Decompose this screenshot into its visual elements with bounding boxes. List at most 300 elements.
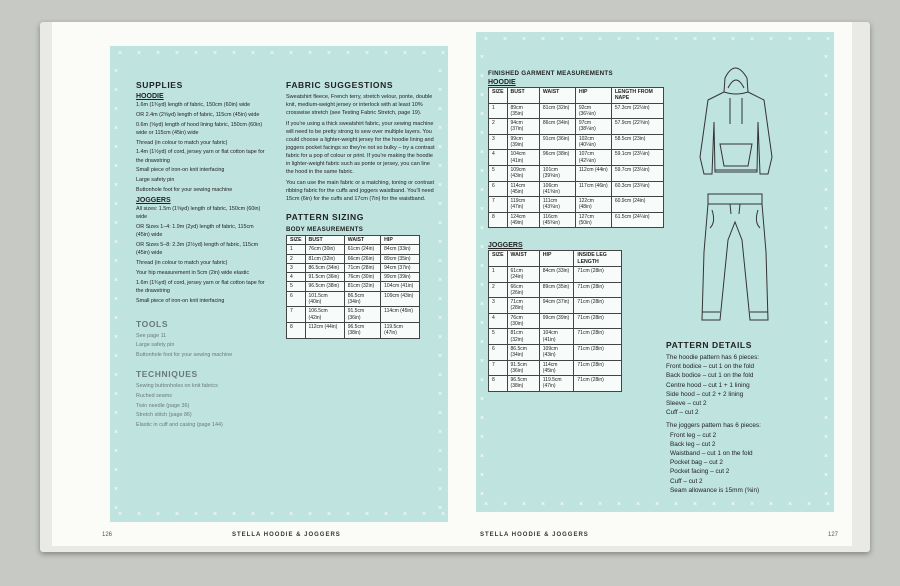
cross-decoration: ×: [114, 334, 119, 341]
table-cell: 116cm (45¾in): [539, 212, 575, 228]
cross-decoration: ×: [114, 505, 119, 512]
pattern-piece: Cuff – cut 2: [670, 477, 703, 485]
supply-item: Your hip measurement in 5cm (2in) wide elastic: [136, 269, 250, 276]
cross-decoration: ×: [114, 467, 119, 474]
finished-measurements-section: [488, 68, 668, 392]
cross-decoration: ×: [598, 36, 603, 43]
cross-decoration: ×: [655, 501, 660, 508]
pattern-details-heading: PATTERN DETAILS: [666, 340, 752, 350]
cross-decoration: ×: [522, 36, 527, 43]
cross-decoration: ×: [137, 50, 142, 57]
table-cell: 119.5cm (47in): [539, 376, 574, 392]
table-cell: 99cm (39in): [381, 273, 420, 282]
table-cell: 57.3cm (22½in): [611, 103, 663, 119]
techniques-list: [136, 382, 266, 429]
supply-item: 1.6m (1¾yd) of cord, jersey yarn or flat cotton tape for the drawstring: [136, 279, 265, 294]
cross-decoration: ×: [712, 501, 717, 508]
cross-decoration: ×: [114, 372, 119, 379]
table-cell: 71cm (28in): [574, 282, 622, 298]
table-cell: 109cm (43in): [507, 165, 539, 181]
cross-decoration: ×: [384, 50, 389, 57]
column-header: WAIST: [344, 236, 380, 245]
supply-item: 1.4m (1½yd) of cord, jersey yarn or flat cotton tape for the drawstring: [136, 149, 265, 164]
table-cell: 5: [489, 329, 508, 345]
cross-decoration: ×: [807, 36, 812, 43]
supply-item: Large safety pin: [136, 177, 175, 184]
cross-decoration: ×: [480, 225, 485, 232]
table-cell: 71cm (28in): [344, 263, 380, 272]
cross-decoration: ×: [750, 36, 755, 43]
cross-decoration: ×: [270, 511, 275, 518]
left-page: [52, 22, 461, 546]
cross-decoration: ×: [503, 501, 508, 508]
cross-decoration: ×: [213, 511, 218, 518]
cross-decoration: ×: [346, 50, 351, 57]
cross-decoration: ×: [824, 472, 829, 479]
pattern-piece: Centre hood – cut 1 + 1 lining: [666, 381, 750, 389]
table-header-row: [489, 88, 664, 104]
cross-decoration: ×: [693, 501, 698, 508]
tool-item: Large safety pin: [136, 342, 175, 349]
table-cell: 89cm (35in): [381, 254, 420, 263]
cross-decoration: ×: [251, 50, 256, 57]
tools-heading: TOOLS: [136, 318, 169, 329]
cross-decoration: ×: [114, 87, 119, 94]
table-row: [489, 119, 664, 135]
table-cell: 7: [489, 360, 508, 376]
cross-decoration: ×: [114, 201, 119, 208]
pattern-details-section: [666, 339, 829, 495]
table-cell: 4: [489, 150, 508, 166]
table-cell: 61.5cm (24¼in): [611, 212, 663, 228]
cross-decoration: ×: [731, 501, 736, 508]
pattern-piece: Pocket facing – cut 2: [670, 468, 730, 476]
cross-decoration: ×: [289, 50, 294, 57]
cross-decoration: ×: [114, 68, 119, 75]
cross-decoration: ×: [438, 429, 443, 436]
table-cell: 86.5cm (34in): [344, 291, 380, 307]
cross-decoration: ×: [826, 36, 831, 43]
table-cell: 114cm (45in): [539, 360, 574, 376]
cross-decoration: ×: [438, 87, 443, 94]
cross-decoration: ×: [480, 168, 485, 175]
cross-decoration: ×: [824, 244, 829, 251]
table-header-row: [489, 251, 622, 267]
cross-decoration: ×: [194, 50, 199, 57]
techniques-section: [136, 369, 266, 429]
technique-item: Sewing buttonholes on knit fabrics: [136, 382, 218, 389]
hoodie-supplies-heading: HOODIE: [136, 93, 164, 100]
cross-decoration: ×: [824, 320, 829, 327]
page-number: 127: [827, 532, 838, 538]
pattern-piece: Front bodice – cut 1 on the fold: [666, 363, 755, 371]
column-header: SIZE: [489, 88, 508, 104]
cross-decoration: ×: [480, 358, 485, 365]
cross-decoration: ×: [137, 511, 142, 518]
column-header: LENGTH FROM NAPE: [611, 88, 663, 104]
cross-decoration: ×: [114, 353, 119, 360]
fabric-paragraph: You can use the main fabric or a matching, toning or contrast ribbing fabric for the cuffs and joggers waistband. You'll need 15cm (6in) for the cuffs and 17cm (7in) for the waistband.: [286, 180, 435, 202]
cross-decoration: ×: [384, 511, 389, 518]
cross-decoration: ×: [480, 396, 485, 403]
cross-decoration: ×: [480, 73, 485, 80]
table-cell: 84cm (33in): [381, 245, 420, 254]
column-header: HIP: [575, 88, 611, 104]
cross-decoration: ×: [438, 220, 443, 227]
fabric-paragraph: If you're using a thick sweatshirt fabric, your sewing machine will need to be pretty strong to sew over multiple layers. You could choose a lighter-weight jersey for the hoodie lining and joggers pocket facings so they're not so bulky – try a contrast fabric for a pop of colour or print. If you're making the hoodie in lighter-weight fabric such as ponte or jersey, you can line the hood in the same fabric.: [286, 121, 435, 175]
table-cell: 96.5cm (38in): [507, 376, 539, 392]
table-cell: 127cm (50in): [575, 212, 611, 228]
cross-decoration: ×: [480, 206, 485, 213]
cross-decoration: ×: [438, 182, 443, 189]
table-cell: 1: [287, 245, 306, 254]
joggers-pieces-intro: The joggers pattern has 6 pieces:: [666, 422, 761, 430]
table-cell: 81cm (32in): [344, 282, 380, 291]
cross-decoration: ×: [114, 391, 119, 398]
cross-decoration: ×: [114, 486, 119, 493]
right-panel: [476, 32, 834, 512]
cross-decoration: ×: [636, 501, 641, 508]
cross-decoration: ×: [824, 358, 829, 365]
supply-item: All sizes: 1.5m (1⅝yd) length of fabric, 150cm (60in) wide: [136, 206, 261, 221]
cross-decoration: ×: [750, 501, 755, 508]
cross-decoration: ×: [480, 339, 485, 346]
pattern-piece: Back leg – cut 2: [670, 440, 716, 448]
table-cell: 8: [489, 212, 508, 228]
cross-decoration: ×: [438, 334, 443, 341]
cross-decoration: ×: [824, 92, 829, 99]
column-header: BUST: [305, 236, 344, 245]
table-row: [489, 150, 664, 166]
cross-decoration: ×: [712, 36, 717, 43]
hoodie-pieces-list: [666, 362, 829, 417]
supplies-section: [136, 80, 266, 431]
cross-decoration: ×: [541, 501, 546, 508]
cross-decoration: ×: [617, 501, 622, 508]
cross-decoration: ×: [438, 277, 443, 284]
cross-decoration: ×: [403, 511, 408, 518]
cross-decoration: ×: [824, 168, 829, 175]
joggers-illustration: [690, 192, 780, 332]
table-cell: 99cm (39in): [507, 134, 539, 150]
table-cell: 59.7cm (23½in): [611, 165, 663, 181]
table-row: [287, 254, 420, 263]
table-cell: 109cm (43in): [381, 291, 420, 307]
supply-item: Small piece of iron-on knit interfacing: [136, 297, 225, 304]
table-cell: 8: [489, 376, 508, 392]
cross-decoration: ×: [422, 511, 427, 518]
cross-decoration: ×: [327, 511, 332, 518]
table-row: [287, 245, 420, 254]
cross-decoration: ×: [826, 501, 831, 508]
cross-decoration: ×: [114, 125, 119, 132]
table-cell: 4: [489, 313, 508, 329]
cross-decoration: ×: [441, 511, 446, 518]
table-cell: 89cm (35in): [507, 103, 539, 119]
table-cell: 96.5cm (38in): [344, 322, 380, 338]
table-cell: 101cm (39¾in): [539, 165, 575, 181]
left-panel: [110, 46, 448, 522]
cross-decoration: ×: [824, 434, 829, 441]
table-row: [489, 298, 622, 314]
table-row: [287, 291, 420, 307]
cross-decoration: ×: [824, 339, 829, 346]
table-row: [489, 212, 664, 228]
cross-decoration: ×: [308, 511, 313, 518]
table-row: [489, 181, 664, 197]
cross-decoration: ×: [824, 377, 829, 384]
cross-decoration: ×: [824, 263, 829, 270]
supply-item: 0.6m (⅝yd) length of hood lining fabric, 150cm (60in) wide or 115cm (45in) wide: [136, 121, 263, 136]
cross-decoration: ×: [438, 467, 443, 474]
table-cell: 5: [287, 282, 306, 291]
cross-decoration: ×: [655, 36, 660, 43]
pattern-piece: Front leg – cut 2: [670, 431, 717, 439]
cross-decoration: ×: [114, 258, 119, 265]
table-cell: 3: [489, 298, 508, 314]
cross-decoration: ×: [438, 505, 443, 512]
cross-decoration: ×: [118, 50, 123, 57]
table-cell: 4: [287, 273, 306, 282]
table-row: [489, 197, 664, 213]
cross-decoration: ×: [480, 491, 485, 498]
fabric-heading: FABRIC SUGGESTIONS: [286, 80, 394, 90]
cross-decoration: ×: [480, 415, 485, 422]
table-cell: 94cm (37in): [381, 263, 420, 272]
open-book: [40, 22, 870, 552]
table-row: [287, 307, 420, 323]
cross-decoration: ×: [114, 106, 119, 113]
table-cell: 60.9cm (24in): [611, 197, 663, 213]
table-cell: 6: [489, 181, 508, 197]
supply-item: 1.6m (1¾yd) length of fabric, 150cm (60in) wide: [136, 102, 251, 108]
cross-decoration: ×: [438, 410, 443, 417]
joggers-supplies-list: [136, 205, 266, 305]
cross-decoration: ×: [824, 225, 829, 232]
column-header: HIP: [539, 251, 574, 267]
table-cell: 91.5cm (36in): [507, 360, 539, 376]
cross-decoration: ×: [617, 36, 622, 43]
cross-decoration: ×: [438, 201, 443, 208]
cross-decoration: ×: [114, 315, 119, 322]
cross-decoration: ×: [438, 486, 443, 493]
table-cell: 114cm (45in): [381, 307, 420, 323]
cross-decoration: ×: [441, 50, 446, 57]
table-cell: 71cm (28in): [574, 376, 622, 392]
hoodie-measurements-table: [488, 87, 664, 228]
table-cell: 59.1cm (23¼in): [611, 150, 663, 166]
cross-decoration: ×: [824, 206, 829, 213]
table-cell: 57.9cm (22¾in): [611, 119, 663, 135]
table-cell: 119cm (47in): [507, 197, 539, 213]
cross-decoration: ×: [480, 377, 485, 384]
cross-decoration: ×: [438, 125, 443, 132]
table-header-row: [287, 236, 420, 245]
cross-decoration: ×: [480, 149, 485, 156]
cross-decoration: ×: [674, 36, 679, 43]
supply-item: OR 2.4m (2⅝yd) length of fabric, 115cm (45in) wide: [136, 111, 260, 118]
table-cell: 61cm (24in): [344, 245, 380, 254]
cross-decoration: ×: [541, 36, 546, 43]
cross-decoration: ×: [403, 50, 408, 57]
techniques-heading: TECHNIQUES: [136, 368, 198, 379]
page-footer: STELLA HOODIE & JOGGERS: [232, 532, 341, 538]
table-cell: 81cm (32in): [539, 103, 575, 119]
cross-decoration: ×: [824, 187, 829, 194]
column-header: SIZE: [287, 236, 306, 245]
cross-decoration: ×: [422, 50, 427, 57]
table-cell: 114cm (45in): [507, 181, 539, 197]
column-header: INSIDE LEG LENGTH: [574, 251, 622, 267]
cross-decoration: ×: [522, 501, 527, 508]
technique-item: Elastic in cuff and casing (page 144): [136, 422, 223, 429]
table-cell: 104cm (41in): [539, 329, 574, 345]
supply-item: Thread (in colour to match your fabric): [136, 139, 228, 146]
cross-decoration: ×: [560, 36, 565, 43]
cross-decoration: ×: [438, 163, 443, 170]
table-cell: 2: [489, 119, 508, 135]
cross-decoration: ×: [114, 220, 119, 227]
cross-decoration: ×: [579, 36, 584, 43]
table-cell: 106.5cm (42in): [305, 307, 344, 323]
cross-decoration: ×: [114, 296, 119, 303]
table-cell: 61cm (24in): [507, 266, 539, 282]
pattern-piece: Sleeve – cut 2: [666, 400, 707, 408]
joggers-measurements-table: [488, 250, 622, 391]
cross-decoration: ×: [480, 111, 485, 118]
cross-decoration: ×: [114, 163, 119, 170]
cross-decoration: ×: [824, 130, 829, 137]
table-cell: 109cm (43in): [539, 344, 574, 360]
cross-decoration: ×: [636, 36, 641, 43]
table-cell: 8: [287, 322, 306, 338]
cross-decoration: ×: [480, 301, 485, 308]
body-measurements-heading: BODY MEASUREMENTS: [286, 226, 364, 233]
cross-decoration: ×: [674, 501, 679, 508]
cross-decoration: ×: [598, 501, 603, 508]
table-cell: 91cm (36in): [539, 134, 575, 150]
supply-item: OR Sizes 1–4: 1.9m (2yd) length of fabric, 115cm (45in) wide: [136, 224, 254, 239]
supplies-heading: SUPPLIES: [136, 80, 183, 90]
cross-decoration: ×: [480, 263, 485, 270]
cross-decoration: ×: [807, 501, 812, 508]
table-cell: 84cm (33in): [539, 266, 574, 282]
table-cell: 66cm (26in): [344, 254, 380, 263]
pattern-sizing-heading: PATTERN SIZING: [286, 212, 364, 222]
cross-decoration: ×: [156, 511, 161, 518]
pattern-piece: Cuff – cut 2: [666, 409, 699, 417]
cross-decoration: ×: [114, 182, 119, 189]
cross-decoration: ×: [346, 511, 351, 518]
cross-decoration: ×: [365, 50, 370, 57]
page-footer: STELLA HOODIE & JOGGERS: [480, 532, 589, 538]
table-cell: 94cm (37in): [507, 119, 539, 135]
table-cell: 92cm (36¼in): [575, 103, 611, 119]
table-cell: 7: [287, 307, 306, 323]
cross-decoration: ×: [480, 54, 485, 61]
table-cell: 71cm (28in): [574, 298, 622, 314]
pattern-piece: Pocket bag – cut 2: [670, 459, 723, 467]
hoodie-table-heading: HOODIE: [488, 79, 516, 86]
cross-decoration: ×: [824, 73, 829, 80]
cross-decoration: ×: [114, 144, 119, 151]
column-header: SIZE: [489, 251, 508, 267]
cross-decoration: ×: [480, 434, 485, 441]
cross-decoration: ×: [693, 36, 698, 43]
fabric-section: [286, 80, 436, 339]
table-cell: 107cm (42¼in): [575, 150, 611, 166]
table-cell: 91.5cm (36in): [305, 273, 344, 282]
table-row: [489, 344, 622, 360]
supply-item: Thread (in colour to match your fabric): [136, 260, 228, 267]
table-cell: 66cm (26in): [507, 282, 539, 298]
cross-decoration: ×: [114, 429, 119, 436]
joggers-pieces-list: [666, 431, 829, 486]
page-number: 126: [102, 532, 113, 538]
hoodie-illustration: [690, 62, 780, 187]
cross-decoration: ×: [114, 277, 119, 284]
cross-decoration: ×: [232, 511, 237, 518]
table-cell: 124cm (49in): [507, 212, 539, 228]
table-cell: 94cm (37in): [539, 298, 574, 314]
table-cell: 1: [489, 266, 508, 282]
table-cell: 1: [489, 103, 508, 119]
cross-decoration: ×: [251, 511, 256, 518]
table-cell: 119.5cm (47in): [381, 322, 420, 338]
technique-item: Twin needle (page 36): [136, 402, 190, 409]
table-cell: 5: [489, 165, 508, 181]
cross-decoration: ×: [175, 511, 180, 518]
pattern-piece: Waistband – cut 1 on the fold: [670, 450, 753, 458]
table-cell: 81cm (32in): [305, 254, 344, 263]
cross-decoration: ×: [289, 511, 294, 518]
table-row: [287, 263, 420, 272]
table-row: [287, 282, 420, 291]
cross-decoration: ×: [438, 106, 443, 113]
table-cell: 71cm (28in): [574, 344, 622, 360]
cross-decoration: ×: [824, 396, 829, 403]
cross-decoration: ×: [824, 149, 829, 156]
cross-decoration: ×: [175, 50, 180, 57]
table-cell: 76cm (30in): [305, 245, 344, 254]
hoodie-pieces-intro: The hoodie pattern has 6 pieces:: [666, 354, 760, 361]
table-cell: 71cm (28in): [574, 266, 622, 282]
table-row: [489, 376, 622, 392]
cross-decoration: ×: [308, 50, 313, 57]
fabric-paragraph: Sweatshirt fleece, French terry, stretch velour, ponte, double knit, medium-weight jersey or interlock with at least 10% crosswise stretch (see Testing Fabric Stretch, page 19).: [286, 94, 433, 116]
technique-item: Ruched seams: [136, 392, 172, 399]
technique-item: Stretch stitch (page 86): [136, 412, 192, 419]
cross-decoration: ×: [484, 36, 489, 43]
cross-decoration: ×: [270, 50, 275, 57]
cross-decoration: ×: [824, 282, 829, 289]
table-cell: 86cm (34in): [539, 119, 575, 135]
finished-measurements-heading: FINISHED GARMENT MEASUREMENTS: [488, 70, 613, 77]
cross-decoration: ×: [480, 92, 485, 99]
cross-decoration: ×: [114, 239, 119, 246]
cross-decoration: ×: [788, 501, 793, 508]
cross-decoration: ×: [114, 448, 119, 455]
table-cell: 102cm (40¼in): [575, 134, 611, 150]
cross-decoration: ×: [769, 36, 774, 43]
cross-decoration: ×: [232, 50, 237, 57]
tools-list: [136, 332, 266, 360]
cross-decoration: ×: [438, 258, 443, 265]
cross-decoration: ×: [480, 130, 485, 137]
cross-decoration: ×: [327, 50, 332, 57]
cross-decoration: ×: [503, 36, 508, 43]
cross-decoration: ×: [438, 448, 443, 455]
